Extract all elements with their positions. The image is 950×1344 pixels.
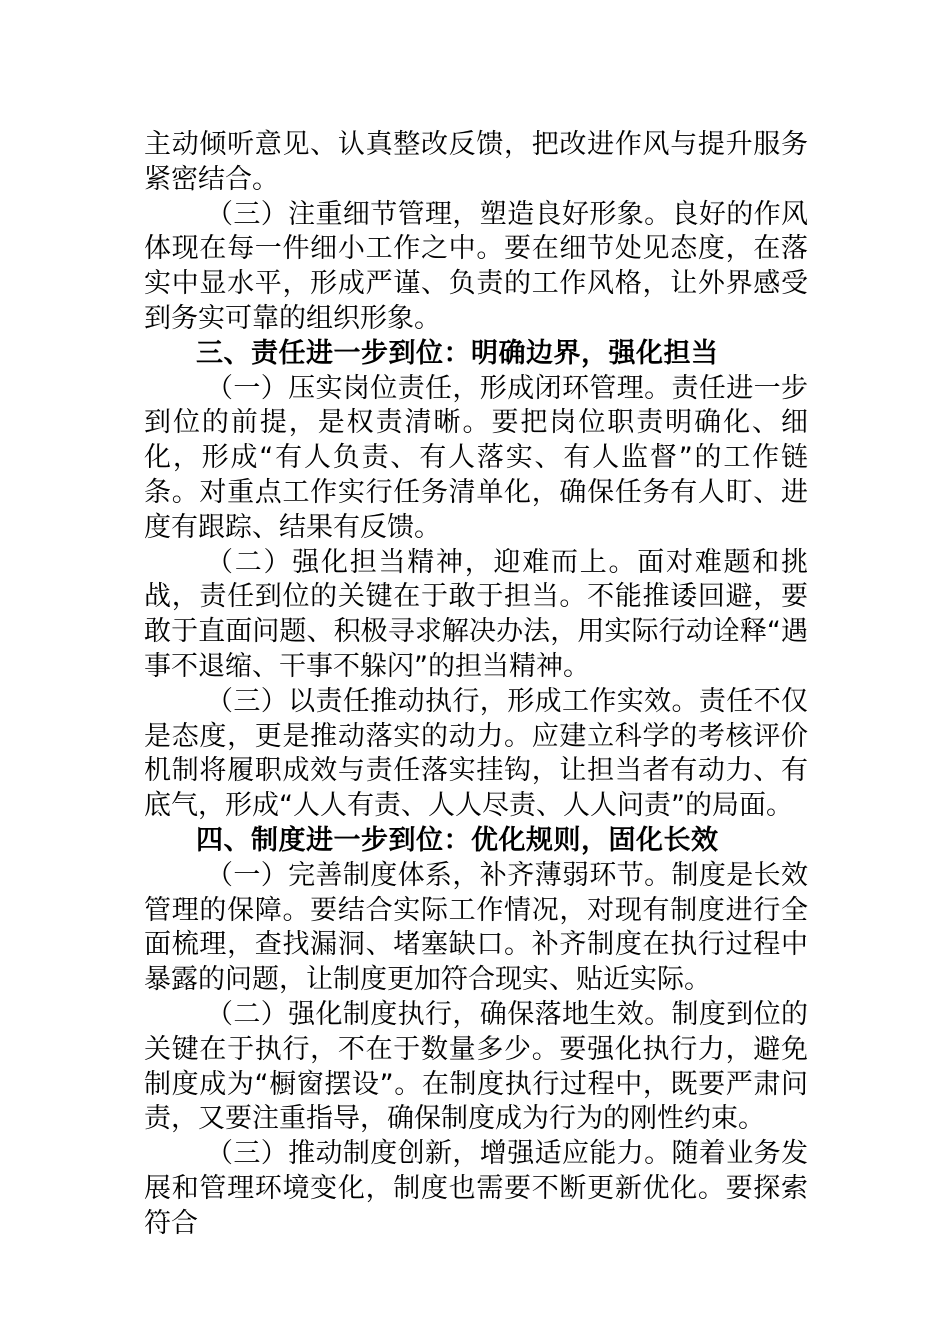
paragraph-responsibility-spirit: （二）强化担当精神，迎难而上。面对难题和挑战，责任到位的关键在于敢于担当。不能推诿回避，要敢于直面问题、积极寻求解决办法，用实际行动诠释“遇事不退缩、干事不躲闪”的担当精神。 — [144, 546, 808, 682]
paragraph-detail-management: （三）注重细节管理，塑造良好形象。良好的作风体现在每一件细小工作之中。要在细节处见态度，在落实中显水平，形成严谨、负责的工作风格，让外界感受到务实可靠的组织形象。 — [144, 198, 808, 334]
paragraph-system-improvement: （一）完善制度体系，补齐薄弱环节。制度是长效管理的保障。要结合实际工作情况，对现有制度进行全面梳理，查找漏洞、堵塞缺口。补齐制度在执行过程中暴露的问题，让制度更加符合现实、贴近实际。 — [144, 859, 808, 996]
section-heading-responsibility: 三、责任进一步到位：明确边界，强化担当 — [196, 337, 719, 369]
paragraph-continuation: 主动倾听意见、认真整改反馈，把改进作风与提升服务紧密结合。 — [144, 129, 808, 195]
paragraph-system-innovation: （三）推动制度创新，增强适应能力。随着业务发展和管理环境变化，制度也需要不断更新优化。要探索符合 — [144, 1138, 808, 1239]
paragraph-system-execution: （二）强化制度执行，确保落地生效。制度到位的关键在于执行，不在于数量多少。要强化执行力，避免制度成为“橱窗摆设”。在制度执行过程中，既要严肃问责，又要注重指导，确保制度成为行为的刚性约束。 — [144, 998, 808, 1135]
paragraph-responsibility-execution: （三）以责任推动执行，形成工作实效。责任不仅是态度，更是推动落实的动力。应建立科学的考核评价机制将履职成效与责任落实挂钩，让担当者有动力、有底气，形成“人人有责、人人尽责、人人问责”的局面。 — [144, 685, 808, 822]
paragraph-post-responsibility: （一）压实岗位责任，形成闭环管理。责任进一步到位的前提，是权责清晰。要把岗位职责明确化、细化，形成“有人负责、有人落实、有人监督”的工作链条。对重点工作实行任务清单化，确保任务有人盯、进度有跟踪、结果有反馈。 — [144, 372, 808, 543]
section-heading-system: 四、制度进一步到位：优化规则，固化长效 — [196, 824, 719, 856]
document-body — [144, 128, 808, 1242]
